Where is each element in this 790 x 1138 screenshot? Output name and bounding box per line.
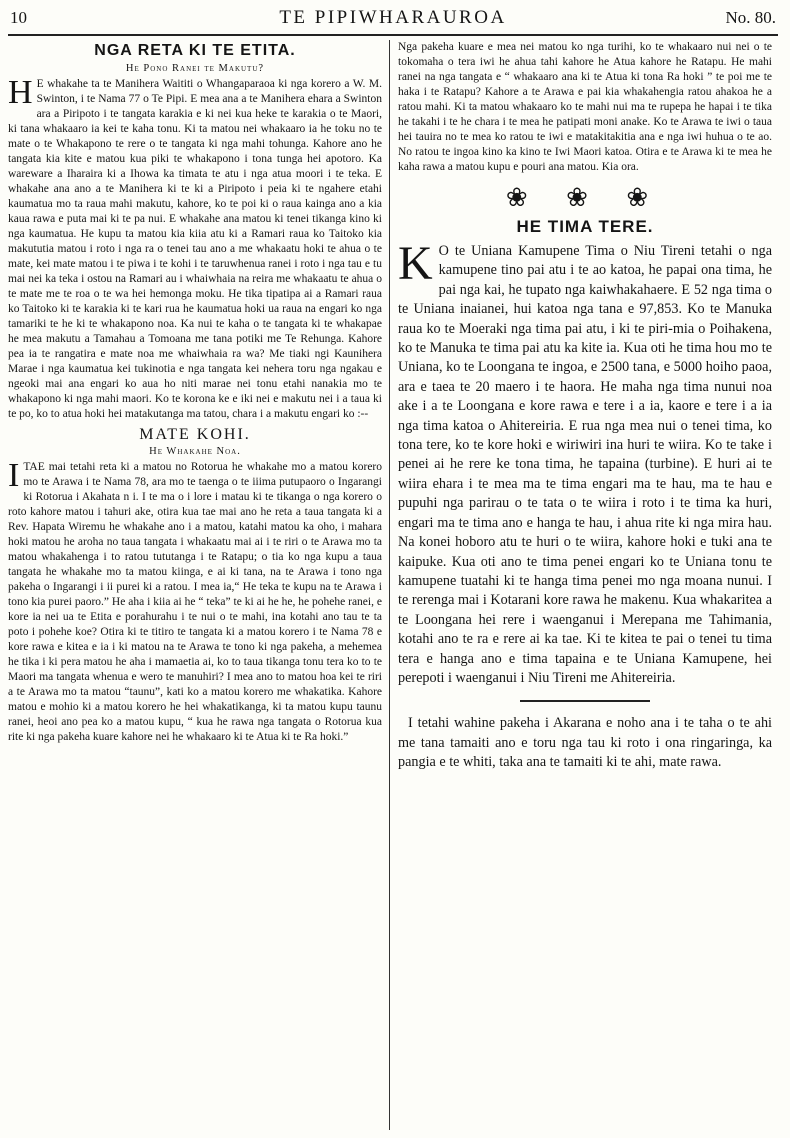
- tima-paragraph: O te Uniana Kamupene Tima o Niu Tireni tetahi o nga kamupene tino pai atu i te ao katoa, he papai ona tima, he pai nga kai, he tupato nga kaiwhakahaere. E 52 nga tima o te Uniana inaianei, hui katoa nga tana e 97,853. Ko te Manuka raua ko te Moeraki nga tima pai atu, i ki te piri-mia o Poihakena, ko te Manuka te tima pai atu ka kite ia. Kua oti he tima hou mo te Uniana, ko te Loongana te ingoa, e 2500 tana, e 5000 hoiho paoa, ara e taea te 20 maero i te haora. He maha nga tima nunui noa ake i a te Loongana e kore rawa e tere i a ia, kaore e tere i a ia nga tima katoa o Ahitereiria. E rua nga mea nui o tenei tima, ko tona tere, ko te kore hoki e wiriwiri ina huri te wiira. Ko te take i penei ai he rere ke tona tima, he tapaina (turbine). E huri ai te wiira ehara i te mea ma te tima engari ma te hau, ma te hau e pupuhi nga parirau o te tata o te wiira i roto i te tima ka huri, engari ma te tima ano e hanga te hau, i ahua rite ki nga mira hau. Na konei hoboro atu te huri o te wiira, kahore hoki e tuki ana te kaipuke. Kua oti ano te tima penei engari ko te Uniana tonu te kamupene tuatahi ki te hanga tima penei mo nga moana nunui. I te rerenga mai i Kotarani kore rawa he makenu. Kua whakaritea a te Loongana hei rere i waenganui i Merepana me Tahimania, kotahi ano te ra e rere ai ka tae. Ki te kitea te pai o tenei tu tima tera e hanga ano e tima tapaina e te Uniana Kamupene, hei perepoti i waenganui i Niu Tireni me Ahitereiria.: [398, 243, 772, 686]
- column-divider: [389, 40, 390, 1130]
- issue-number: No. 80.: [725, 8, 776, 27]
- mate-kohi-dropcap: I: [8, 457, 20, 494]
- letters-byline: He Pono Ranei te Makutu?: [125, 63, 265, 74]
- right-column: [398, 40, 772, 1132]
- left-column: [8, 40, 382, 1132]
- continuation-paragraph: Nga pakeha kuare e mea nei matou ko nga turihi, ko te whakaaro nui nei o te tokomaha o tera iwi he ahua tahi kahore he Atua kahore he Ratapu. He mahi ranei na nga tangata e “ whakaaro ana ki te Atua ki tona Ra hoki ” te poi me te haka i te Ratapu? Kahore a te Arawa e pai kia whakahengia ratou ahakoa he a ratou mahi. Ki ta matou whakaaro ko te mahi nui ma te rupepa he hapai i te tika he takahi i te he chara i te mea he patipati moni anake. Ko te Arawa te iwi o taua hei tauira no te mea ko ratou te iwi e matakitakitia ana e nga iwi huhua o te ao. No ratou te ingoa kino ka kino te Iwi Maori katoa. Otira e te Arawa ki te mea he kaha rawa a matou kupu e pouri ana matou. Kia ora.: [398, 41, 772, 173]
- mate-kohi-byline: He Whakahe Noa.: [149, 446, 241, 457]
- mate-kohi-heading: MATE KOHI.: [139, 426, 251, 443]
- tima-dropcap: K: [398, 237, 433, 290]
- section-rule: [520, 700, 650, 702]
- tima-tere-heading: HE TIMA TERE.: [516, 217, 654, 236]
- newspaper-title: TE PIPIWHARAUROA: [279, 7, 507, 28]
- ornament-flowers-icon: ❀ ❀ ❀: [505, 183, 665, 212]
- letters-heading: NGA RETA KI TE ETITA.: [94, 42, 296, 59]
- wahine-paragraph: I tetahi wahine pakeha i Akarana e noho ana i te taha o te ahi me tana tamaiti ano e toru nga tau ki roto i ona ringaringa, ka pangia e te whiti, taka ana te tamaiti ki te ahi, mate rawa.: [398, 715, 772, 771]
- letters-paragraph: E whakahe ta te Manihera Waititi o Whangaparaoa ki nga korero a W. M. Swinton, i te Nama 77 o Te Pipi. E mea ana a te Manihera ehara a Swinton ara a Piripoto i te tangata karakia e ki nei kua heke te karakia o te Maori, ki tana whakaaro ia kei te kaha tonu. Ki ta matou nei whakaaro ia he toku no te mate o te Whakapono te rere o te tangata ki nga mahi tohunga. Kahore ano he tangata kia kite e matou kua piki te whakapono i tona tunga hei apotoro. Ka wareware a Iharaira ki a Ihowa ka timata te atu i nga atua moori i te teka. E whakahe ana ano a te Manihera ki te ki a Piripoto i peia ki te ngahere etahi kaumatua mo ta raua mahi makutu, kahore, ko te poi ki o raua kainga ano a kia kaua rawa e puta mai ki te pa nui. E whakahe ana matou ki tenei tikanga kino ki nga kaumatua. He kupu ta matou kia kiia atu ki a Ramari raua ko Taitoko kia makututia matou i roto i nga ra o tenei tau ano a me whakaatu hoki te ahua o te mate, kei mate matou i te piwa i te kohi i te taruwhenua ranei i roto i nga tau e tu mai nei ka teka i ostou na Ramari au i whaiwhaia na reira me whakaatu te ahua o te mate me te roa o te wa hei hemonga moku. He tika tipatipa ai a Ramari raua ko Taitoko ki te karakia ki te kari rua he kaumatua hoki ua raua na engari ko nga tamariki te he ki te whakapono noa. Ka nui te kaha o te tangata ki te whakapae he mea makutu a Tamahau a Tomoana me tana potiki me Te Rehunga. Kahore pea ia te rangatira e mate noa me whaiwhaia ra wa? Me tiaki ngi Kaunihera Marae i nga kaumatua kei tukinotia e nga tangata kei nehera toru nga ngakau e ngeoki mai ana engari ko aua ho niti marae nei tonu etahi nanakia mo te whakapono ki nga mahi maori. Ko te korona ke e iki nei e makutu nei i a taua ki te po, ko to atua hoki hei matakutanga ma tatou, chara i a makutu engari ko :--: [8, 78, 382, 420]
- page-number: 10: [10, 8, 27, 27]
- mate-kohi-paragraph: TAE mai tetahi reta ki a matou no Rotorua he whakahe mo a matou korero mo te Arawa i te Nama 78, ara mo te taenga o te iiima putupaoro o Ingarangi ki Rotorua i Akahata n i. I te ma o i lore i matau ki te tikanga o nga korero o roto kahore matou i tahuri ake, otira kua tae mai ano he reta a taua tangata ki a Rev. Hapata Wiremu he whakahe ano i a matou, katahi matou ka oho, i mahara hoki matou he aroha no taua tangata i whakaatu mai ai i te riri o te Arawa mo ta matou whakahenga i to ratou tututanga i te Ratapu; o tia ko nga kupu a taua tangata he whakahe mo ta matou kiinga, e ai ki tana, na te Arawa i tono nga pakeha o Ingarangi i ii purei ki a ratou. I mea ia,“ He teka te kupu na te Arawa i tono kia purei paoro.” He aha i kiia ai he “ teka” te ki ai he he, he pohehe ranei, e kore ia nei ua te Etita e porahurahu i te nui o te mahi, ina kotahi ano tau te ta poto i pohehe koe? Otira ki te titiro te tangata ki a matou korero i te Nama 78 e kore rawa e kitea e ia i ki matou na te Arawa te tono ki nga pakeha, a mehemea he tika i ki pera matou he aha i mamaetia ai, ko to taua tikanga tonu tera ko to te Maori ma tangata whenua e wero te manuhiri? I mea ano to matou hoa kei te riri a te Arawa mo ta matou “taunu”, kati ko a matou korero me whakatika. Kahore matou e mohio ki a matou korero he hei whakatikanga, ki ta matou kupu taunu ranei, heoi ano pea ko a matou kupu, “ kua he rawa nga tangata o Rotorua kua rite ki nga pakeha kuare kahore nei he whakaaro ki te Atua ki te Ra hoki.”: [8, 461, 382, 743]
- page-header: [8, 4, 778, 36]
- letters-dropcap: H: [8, 74, 33, 111]
